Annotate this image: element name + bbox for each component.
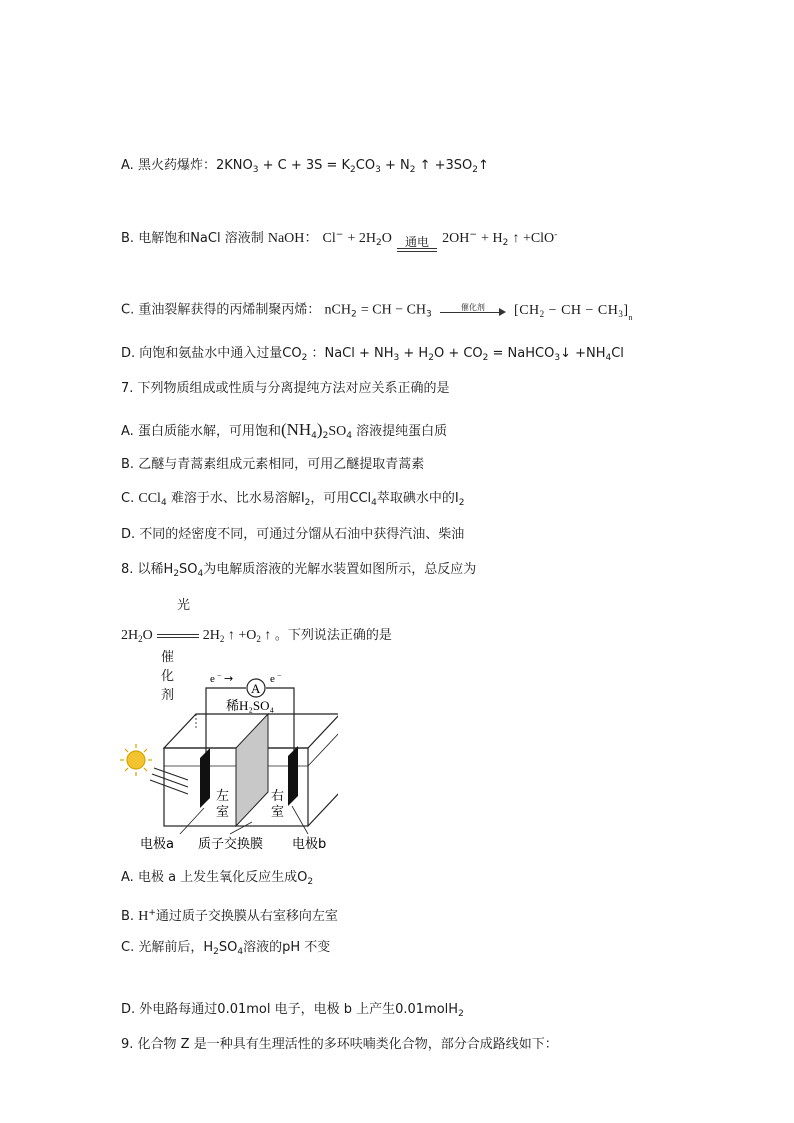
option-label: B. (121, 231, 135, 246)
right-room-label: 右 (271, 789, 285, 804)
option-label: B. (121, 909, 135, 924)
electrode-b (288, 746, 298, 806)
option-label: C. (121, 491, 135, 506)
q9-stem: 9. 化合物 Z 是一种具有生理活性的多环呋喃类化合物，部分合成路线如下： (121, 1037, 558, 1052)
option-label: D. (121, 527, 136, 542)
q6-option-c: C. 重油裂解获得的丙烯制聚丙烯： nCH$_2$ = CH − $CH_3$ 催化剂 [$CH_2$ − CH − $CH_3]_n$ (121, 302, 634, 322)
svg-text:室: 室 (216, 805, 230, 820)
option-label: A. (121, 424, 134, 439)
electrode-b-label: 电极b (292, 837, 327, 852)
left-room-label: 左 (216, 789, 230, 804)
electrode-a-label: 电极a (140, 837, 174, 852)
electron-left-label: e (210, 673, 215, 685)
option-label: A. (121, 158, 134, 173)
svg-text:−: − (277, 671, 282, 680)
electrolysis-condition: 通电 (397, 236, 437, 252)
svg-text:→: → (224, 672, 234, 685)
option-label: B. (121, 457, 135, 472)
svg-text:室: 室 (271, 805, 285, 820)
q7-option-c: C. CCl$_4$ 难溶于水、比水易溶解$I_2$，可用CCl$_4$萃取碘水中的$I_2$ (121, 491, 465, 508)
sun-icon (120, 744, 152, 776)
option-label: C. (121, 940, 135, 955)
q8-option-b: B. H+通过质子交换膜从右室移向左室 (121, 908, 338, 924)
q6-option-d: D. 向饱和氨盐水中通入过量$CO_2$ ：NaCl + $NH_3 + H_2O + CO_2$ = NaHCO$_3$↓ $+NH_4Cl$ (121, 346, 624, 363)
option-label: D. (121, 346, 136, 361)
svg-text:−: − (217, 671, 222, 680)
membrane-label: 质子交换膜 (198, 837, 264, 852)
q7-option-d: D. 不同的烃密度不同，可通过分馏从石油中获得汽油、柴油 (121, 527, 465, 542)
svg-text:A: A (251, 681, 261, 696)
q7-option-a: A. 蛋白质能水解，可用饱和$(NH_4)_2SO_4$ 溶液提纯蛋白质 (121, 420, 448, 441)
polypropylene: [$CH_2$ − CH − $CH_3]_n$ (514, 302, 634, 322)
q6-option-b: B. 电解饱和NaCl 溶液制 NaOH： $Cl^- + 2H_2O$ 通电 $2OH^- + H_2$ ↑ +ClO- (121, 226, 557, 252)
option-label: C. (121, 302, 135, 318)
light-rays (150, 768, 188, 794)
q8-option-a: A. 电极 a 上发生氧化反应生成$O_2$ (121, 870, 314, 887)
photolysis-apparatus-figure (118, 670, 338, 860)
q7-option-b: B. 乙醚与青蒿素组成元素相同，可用乙醚提取青蒿素 (121, 457, 425, 472)
q8-option-c: C. 光解前后，$H_2SO_4$溶液的pH 不变 (121, 940, 331, 957)
q8-stem: 8. 以稀$H_2SO_4$为电解质溶液的光解水装置如图所示，总反应为 (121, 562, 477, 579)
q8-option-d: D. 外电路每通过0.01mol 电子，电极 b 上产生0.01molH$_2$ (121, 1002, 464, 1019)
electron-right-label: e (270, 673, 275, 685)
q6-option-a: A. 黑火药爆炸：$2KNO_3 + C + 3S = K_2CO_3 + N_2$ ↑ $+3SO_2↑$ (121, 158, 489, 175)
option-label: A. (121, 870, 134, 885)
q7-stem: 7. 下列物质组成或性质与分离提纯方法对应关系正确的是 (121, 381, 450, 396)
reaction-arrow: 催化剂 (440, 301, 506, 319)
option-label: D. (121, 1002, 136, 1017)
electrode-a (200, 748, 210, 808)
proton-exchange-membrane (236, 714, 268, 826)
electrolyte-label: 稀H₂SO₄ (226, 698, 275, 713)
